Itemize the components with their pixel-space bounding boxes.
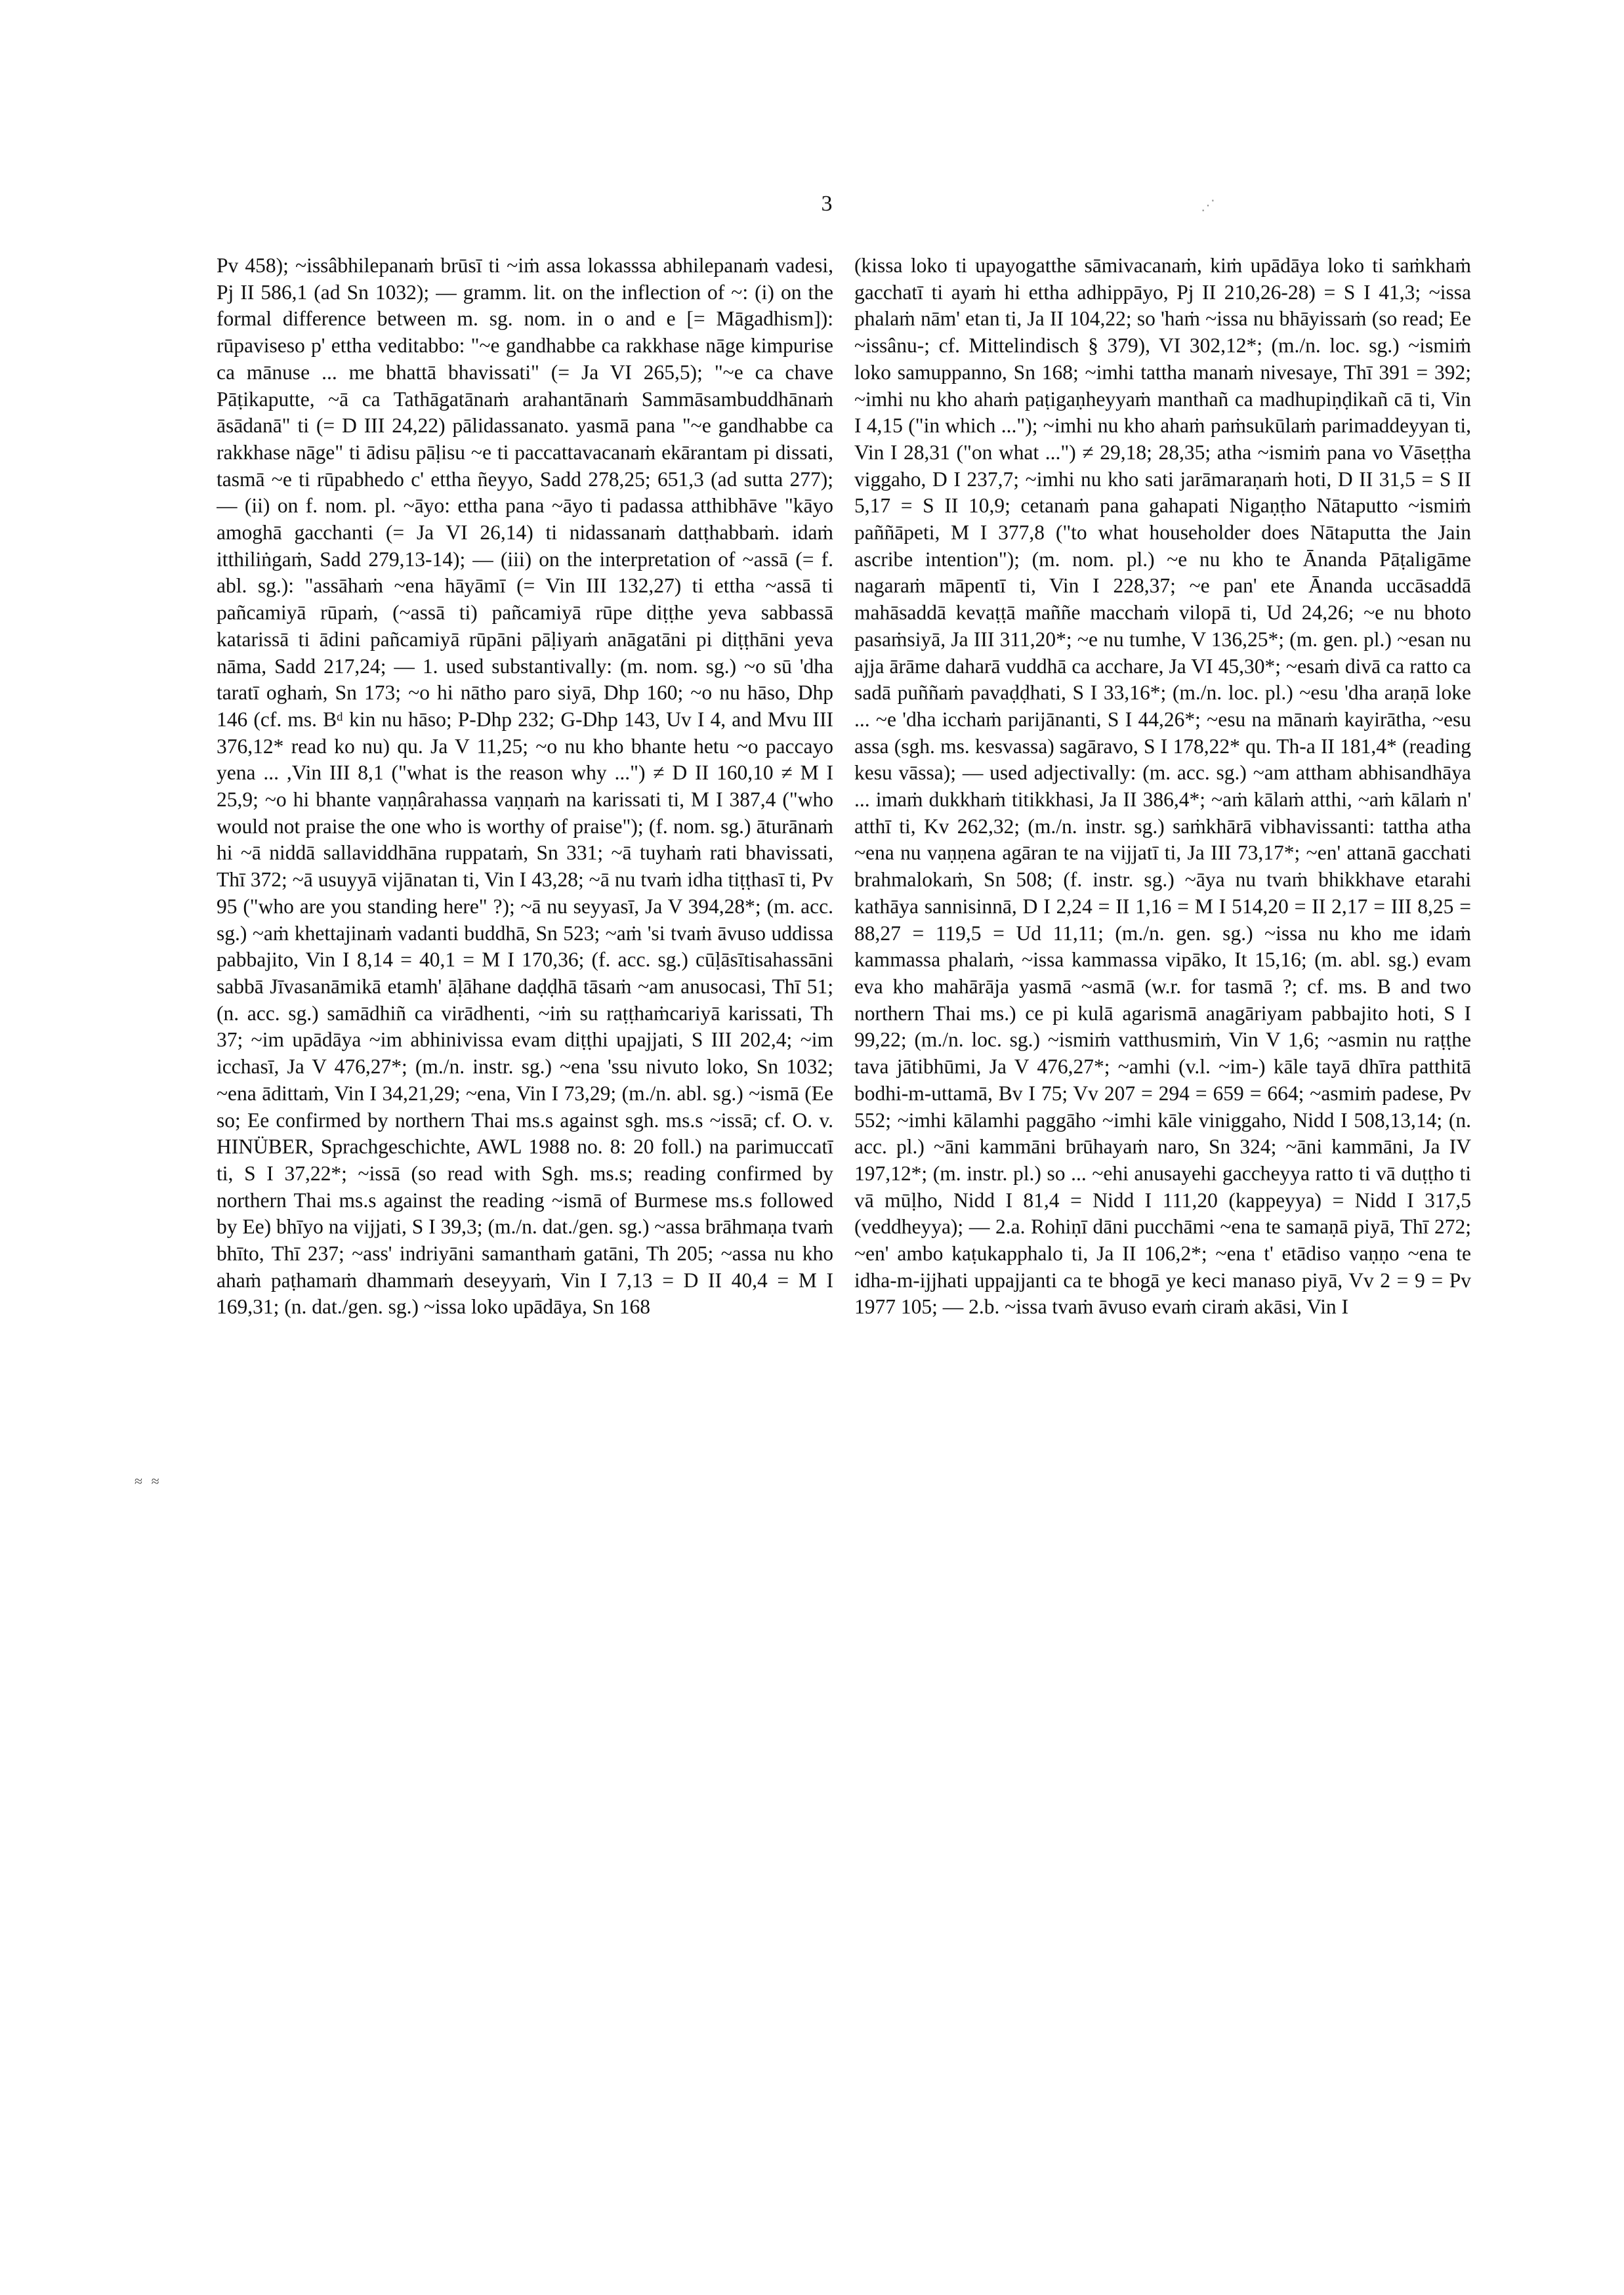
page-number: 3	[821, 192, 833, 216]
left-column	[217, 253, 833, 2195]
scan-speck-mark: ⋰	[1201, 197, 1215, 213]
scan-margin-mark: ≈ ≈	[135, 1473, 162, 1489]
right-column-text: (kissa loko ti upayogatthe sāmivacanaṁ, kiṁ upādāya loko ti saṁkhaṁ gacchatī ti ayaṁ hi ettha adhippāyo, Pj II 210,26-28) = S I 41,3; ~issa phalaṁ nām' etan ti, Ja II 104,22; so 'haṁ ~issa nu bhāyissaṁ (so read; Ee ~issânu-; cf. Mittelindisch § 379), VI 302,12*; (m./n. loc. sg.) ~ismiṁ loko samuppanno, Sn 168; ~imhi tattha manaṁ nivesaye, Thī 391 = 392; ~imhi nu kho ahaṁ paṭigaṇheyyaṁ manthañ ca madhupiṇḍikañ cā ti, Vin I 4,15 ("in which ..."); ~imhi nu kho ahaṁ paṁsukūlaṁ parimaddeyyan ti, Vin I 28,31 ("on what ...") ≠ 29,18; 28,35; atha ~ismiṁ pana vo Vāseṭṭha viggaho, D I 237,7; ~imhi nu kho sati jarāmaraṇaṁ hoti, D II 31,5 = S II 5,17 = S II 10,9; cetanaṁ pana gahapati Nigaṇṭho Nātaputto ~ismiṁ paññāpeti, M I 377,8 ("to what householder does Nātaputta the Jain ascribe intention"); (m. nom. pl.) ~e nu kho te Ānanda Pāṭaligāme nagaraṁ māpentī ti, Vin I 228,37; ~e pan' ete Ānanda uccāsaddā mahāsaddā kevaṭṭā maññe macchaṁ vilopā ti, Ud 24,26; ~e nu bhoto pasaṁsiyā, Ja III 311,20*; ~e nu tumhe, V 136,25*; (m. gen. pl.) ~esan nu ajja ārāme daharā vuddhā ca acchare, Ja VI 45,30*; ~esaṁ divā ca ratto ca sadā puññaṁ pavaḍḍhati, S I 33,16*; (m./n. loc. pl.) ~esu 'dha araṇā loke ... ~e 'dha icchaṁ parijānanti, S I 44,26*; ~esu na mānaṁ kayirātha, ~esu assa (sgh. ms. kesvassa) sagāravo, S I 178,22* qu. Th-a II 181,4* (reading kesu vāssa); — used adjectivally: (m. acc. sg.) ~am attham abhisandhāya ... imaṁ dukkhaṁ titikkhasi, Ja II 386,4*; ~aṁ kālaṁ atthi, ~aṁ kālaṁ n' atthī ti, Kv 262,32; (m./n. instr. sg.) saṁkhārā vibhavissanti: tattha atha ~ena nu vaṇṇena agāran te na vijjatī ti, Ja III 73,17*; ~en' attanā gacchati brahmalokaṁ, Sn 508; (f. instr. sg.) ~āya nu tvaṁ bhikkhave etarahi kathāya sannisinnā, D I 2,24 = II 1,16 = M I 514,20 = II 2,17 = III 8,25 = 88,27 = 119,5 = Ud 11,11; (m./n. gen. sg.) ~issa nu kho me idaṁ kammassa phalaṁ, ~issa kammassa vipāko, It 15,16; (m. abl. sg.) evam eva kho mahārāja yasmā ~asmā (w.r. for tasmā ?; cf. ms. B and two northern Thai ms.) ce pi kulā agarismā anagāriyam pabbajito hoti, S I 99,22; (m./n. loc. sg.) ~ismiṁ vatthusmiṁ, Vin V 1,6; ~asmin nu raṭṭhe tava jātibhūmi, Ja V 476,27*; ~amhi (v.l. ~im-) kāle tayā dhīra patthitā bodhi-m-uttamā, Bv I 75; Vv 207 = 294 = 659 = 664; ~asmiṁ padese, Pv 552; ~imhi kālamhi paggāho ~imhi kāle viniggaho, Nidd I 508,13,14; (n. acc. pl.) ~āni kammāni brūhayaṁ naro, Sn 324; ~āni kammāni, Ja IV 197,12*; (m. instr. pl.) so ... ~ehi anusayehi gaccheyya ratto ti vā duṭṭho ti vā mūḷho, Nidd I 81,4 = Nidd I 111,20 (kappeyya) = Nidd I 317,5 (veddheyya); — 2.a. Rohiṇī dāni pucchāmi ~ena te samaṇā piyā, Thī 272; ~en' ambo kaṭukapphalo ti, Ja II 106,2*; ~ena t' etādiso vaṇṇo ~ena te idha-m-ijjhati uppajjanti ca te bhogā ye keci manaso piyā, Vv 2 = 9 = Pv 1977 105; — 2.b. ~issa tvaṁ āvuso evaṁ ciraṁ akāsi, Vin I	[854, 254, 1471, 1319]
left-column-text: Pv 458); ~issâbhilepanaṁ brūsī ti ~iṁ assa lokasssa abhilepanaṁ vadesi, Pj II 586,1 (ad Sn 1032); — gramm. lit. on the inflection of ~: (i) on the formal difference between m. sg. nom. in o and e [= Māgadhism]): rūpaviseso p' ettha veditabbo: "~e gandhabbe ca rakkhase nāge kimpurise ca mānuse ... me bhattā bhavissati" (= Ja VI 265,5); "~e ca chave Pāṭikaputte, ~ā ca Tathāgatānaṁ arahantānaṁ Sammāsambuddhānaṁ āsādanā" ti (= D III 24,22) pālidassanato. yasmā pana "~e gandhabbe ca rakkhase nāge" ti ādisu pāḷisu ~e ti paccattavacanaṁ ekārantam pi dissati, tasmā ~e ti rūpabhedo c' ettha ñeyyo, Sadd 278,25; 651,3 (ad sutta 277); — (ii) on f. nom. pl. ~āyo: ettha pana ~āyo ti padassa atthibhāve "kāyo amoghā gacchanti (= Ja VI 26,14) ti nidassanaṁ datṭhabbaṁ. idaṁ itthiliṅgaṁ, Sadd 279,13-14); — (iii) on the interpretation of ~assā (= f. abl. sg.): "assāhaṁ ~ena hāyāmī (= Vin III 132,27) ti ettha ~assā ti pañcamiyā rūpaṁ, (~assā ti) pañcamiyā rūpe diṭṭhe yeva sabbassā katarissā ti ādini pañcamiyā rūpāni pāḷiyaṁ anāgatāni pi diṭṭhāni yeva nāma, Sadd 217,24; — 1. used substantivally: (m. nom. sg.) ~o sū 'dha taratī oghaṁ, Sn 173; ~o hi nātho paro siyā, Dhp 160; ~o nu hāso, Dhp 146 (cf. ms. Bᵈ kin nu hāso; P-Dhp 232; G-Dhp 143, Uv I 4, and Mvu III 376,12* read ko nu) qu. Ja V 11,25; ~o nu kho bhante hetu ~o paccayo yena ... ,Vin III 8,1 ("what is the reason why ...") ≠ D II 160,10 ≠ M I 25,9; ~o hi bhante vaṇṇârahassa vaṇṇaṁ na karissati ti, M I 387,4 ("who would not praise the one who is worthy of praise"); (f. nom. sg.) āturānaṁ hi ~ā niddā sallaviddhāna ruppataṁ, Sn 331; ~ā tuyhaṁ rati bhavissati, Thī 372; ~ā usuyyā vijānatan ti, Vin I 43,28; ~ā nu tvaṁ idha tiṭṭhasī ti, Pv 95 ("who are you standing here" ?); ~ā nu seyyasī, Ja V 394,28*; (m. acc. sg.) ~aṁ khettajinaṁ vadanti buddhā, Sn 523; ~aṁ 'si tvaṁ āvuso uddissa pabbajito, Vin I 8,14 = 40,1 = M I 170,36; (f. acc. sg.) cūḷāsītisahassāni sabbā Jīvasanāmikā etamh' āḷāhane daḍḍhā tāsaṁ ~am anusocasi, Thī 51; (n. acc. sg.) samādhiñ ca virādhenti, ~iṁ su raṭṭhaṁcariyā karissati, Th 37; ~im upādāya ~im abhinivissa evam diṭṭhi upajjati, S III 202,4; ~im icchasī, Ja V 476,27*; (m./n. instr. sg.) ~ena 'ssu nivuto loko, Sn 1032; ~ena ādittaṁ, Vin I 34,21,29; ~ena, Vin I 73,29; (m./n. abl. sg.) ~ismā (Ee so; Ee confirmed by northern Thai ms.s against sgh. ms.s ~issā; cf. O. v. HINÜBER, Sprachgeschichte, AWL 1988 no. 8: 20 foll.) na parimuccatī ti, S I 37,22*; ~issā (so read with Sgh. ms.s; reading confirmed by northern Thai ms.s against the reading ~ismā of Burmese ms.s followed by Ee) bhīyo na vijjati, S I 39,3; (m./n. dat./gen. sg.) ~assa brāhmaṇa tvaṁ bhīto, Thī 237; ~ass' indriyāni samanthaṁ gatāni, Th 205; ~assa nu kho ahaṁ paṭhamaṁ dhammaṁ deseyyaṁ, Vin I 7,13 = D II 40,4 = M I 169,31; (n. dat./gen. sg.) ~issa loko upādāya, Sn 168	[217, 254, 833, 1319]
right-column	[854, 253, 1471, 2195]
